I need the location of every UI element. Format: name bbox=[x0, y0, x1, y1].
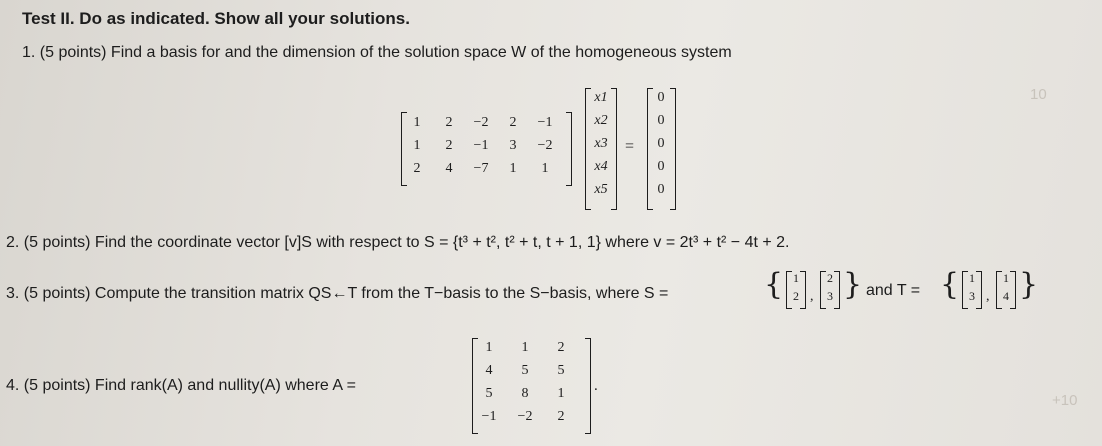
matrix-cell: 1 bbox=[521, 340, 529, 355]
matrix-cell: −2 bbox=[537, 138, 553, 153]
q3-t1-bottom: 3 bbox=[969, 289, 975, 303]
q3-s1-top: 1 bbox=[793, 271, 799, 285]
q3-s-comma: , bbox=[810, 289, 814, 304]
matrix-cell: 5 bbox=[521, 363, 529, 378]
zero-cell: 0 bbox=[657, 159, 665, 174]
question-2-text: 2. (5 points) Find the coordinate vector [v]S with respect to S = {t³ + t², t² + t, t + 1, 1} where v = 2t³ + t² − 4t + 2. bbox=[6, 234, 790, 251]
q3-s1-bottom: 2 bbox=[793, 289, 799, 303]
matrix-cell: −2 bbox=[473, 115, 489, 130]
q3-t2-bottom: 4 bbox=[1003, 289, 1009, 303]
margin-mark: +10 bbox=[1052, 392, 1078, 409]
q4-right-bracket bbox=[585, 338, 591, 434]
q4-period: . bbox=[594, 378, 598, 394]
q3-t-close-brace: } bbox=[1019, 267, 1039, 302]
matrix-cell: −7 bbox=[473, 161, 489, 176]
test-title: Test II. Do as indicated. Show all your solutions. bbox=[22, 9, 410, 28]
variable-cell: x4 bbox=[594, 159, 608, 174]
matrix-cell: 1 bbox=[541, 161, 549, 176]
q3-s-close-brace: } bbox=[843, 267, 863, 302]
q3-t-open-brace: { bbox=[940, 267, 960, 302]
matrix-cell: 2 bbox=[445, 138, 453, 153]
matrix-cell: 2 bbox=[509, 115, 517, 130]
variable-cell: x1 bbox=[594, 90, 608, 105]
matrix-cell: −2 bbox=[517, 409, 533, 424]
question-1-text: 1. (5 points) Find a basis for and the dimension of the solution space W of the homogeneous system bbox=[22, 44, 732, 61]
matrix-cell: 1 bbox=[485, 340, 493, 355]
question-4-text: 4. (5 points) Find rank(A) and nullity(A) where A = bbox=[6, 377, 356, 394]
matrix-cell: −1 bbox=[537, 115, 553, 130]
zero-cell: 0 bbox=[657, 182, 665, 197]
matrix-cell: 3 bbox=[509, 138, 517, 153]
matrix-cell: 2 bbox=[413, 161, 421, 176]
matrix-cell: 2 bbox=[557, 340, 565, 355]
matrix-cell: 1 bbox=[557, 386, 565, 401]
matrix-cell: 4 bbox=[445, 161, 453, 176]
zero-cell: 0 bbox=[657, 136, 665, 151]
zero-cell: 0 bbox=[657, 113, 665, 128]
q3-and-t-text: and T = bbox=[866, 282, 921, 299]
matrix-cell: −1 bbox=[481, 409, 497, 424]
variable-cell: x3 bbox=[594, 136, 608, 151]
q1-coeff-right-bracket bbox=[566, 112, 572, 186]
q3-t-comma: , bbox=[986, 289, 990, 304]
matrix-cell: −1 bbox=[473, 138, 489, 153]
matrix-cell: 8 bbox=[521, 386, 529, 401]
matrix-cell: 4 bbox=[485, 363, 493, 378]
q1-equals-sign: = bbox=[625, 138, 635, 155]
matrix-cell: 2 bbox=[557, 409, 565, 424]
q3-t1-top: 1 bbox=[969, 271, 975, 285]
matrix-cell: 1 bbox=[413, 138, 421, 153]
q3-s-open-brace: { bbox=[764, 267, 784, 302]
q3-t2-top: 1 bbox=[1003, 271, 1009, 285]
q3-s2-top: 2 bbox=[827, 271, 833, 285]
question-3-text: 3. (5 points) Compute the transition matrix QS←T from the T−basis to the S−basis, where S = bbox=[6, 285, 669, 302]
q3-s2-bottom: 3 bbox=[827, 289, 833, 303]
variable-cell: x2 bbox=[594, 113, 608, 128]
matrix-cell: 1 bbox=[413, 115, 421, 130]
zero-cell: 0 bbox=[657, 90, 665, 105]
matrix-cell: 5 bbox=[485, 386, 493, 401]
variable-cell: x5 bbox=[594, 182, 608, 197]
margin-mark: 10 bbox=[1030, 86, 1047, 103]
matrix-cell: 2 bbox=[445, 115, 453, 130]
matrix-cell: 5 bbox=[557, 363, 565, 378]
matrix-cell: 1 bbox=[509, 161, 517, 176]
